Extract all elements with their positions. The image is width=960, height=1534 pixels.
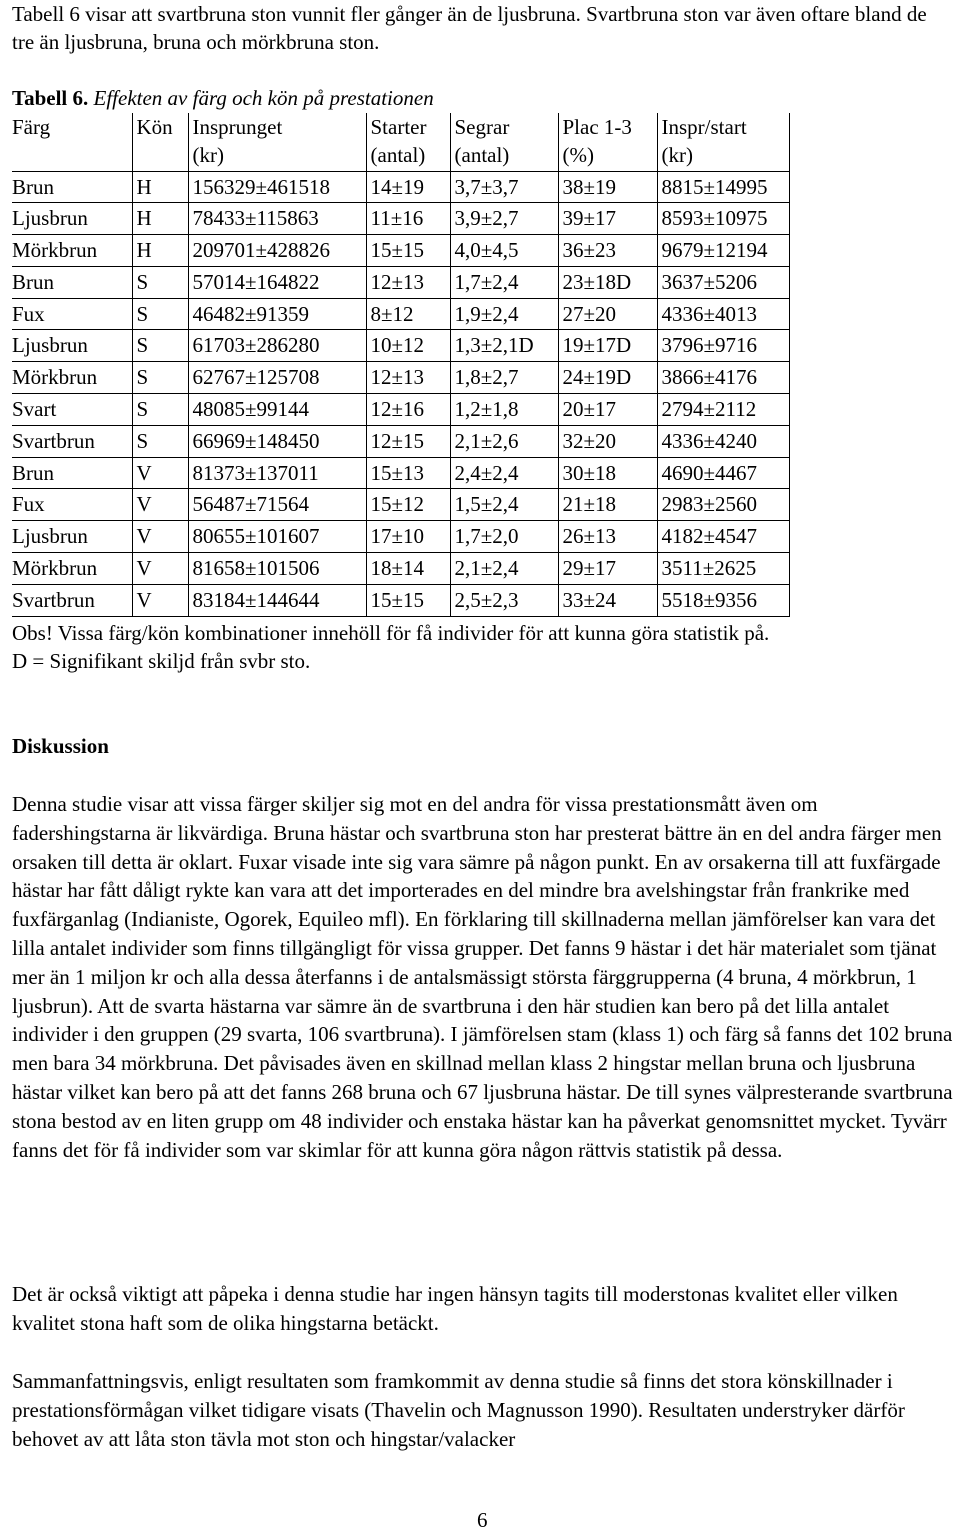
table-cell: Brun [12,457,132,489]
table-header-cell [366,113,450,171]
table-cell: 15±13 [366,457,450,489]
table-header-cell [450,113,558,171]
table-row [12,235,789,267]
table-cell: 15±15 [366,584,450,616]
table-header-line1: Färg [12,115,51,139]
table-cell: 78433±115863 [188,203,366,235]
table-header-line1: Insprunget [192,115,283,139]
table-cell: 33±24 [558,584,657,616]
table-cell: 4,0±4,5 [450,235,558,267]
table-cell: 3511±2625 [657,553,789,585]
table-row [12,425,789,457]
table-cell: 1,7±2,0 [450,521,558,553]
table-row [12,171,789,203]
table-cell: 4182±4547 [657,521,789,553]
table-cell: 46482±91359 [188,298,366,330]
discussion-paragraph-1: Denna studie visar att vissa färger skiljer sig mot en del andra för vissa prestationsmått även om fadershingstarna är likvärdiga. Bruna hästar och svartbruna ston har presterat bättre än en del andra färger men orsaken till detta är oklart. Fuxar visade inte sig vara sämre på någon punkt. En av orsakerna till att fuxfärgade hästar har fått dåligt rykte kan vara att det importerades en del mindre bra avelshingstar från frankrike med fuxfärganlag (Indianiste, Ogorek, Equileo mfl). En förklaring till skillnaderna mellan jämförelser kan vara det lilla antalet individer som finns tillgängligt för vissa grupper. Det fanns 9 hästar i det här materialet som tjänat mer än 1 miljon kr och alla dessa återfanns i de antalsmässigt största färggrupperna (4 bruna, 4 mörkbrun, 1 ljusbrun). Att de svarta hästarna var sämre än de svartbruna i den här studien kan bero på det lilla antalet individer i den gruppen (29 svarta, 106 svartbruna). I jämförelsen stam (klass 1) och färg så fanns det 102 bruna men bara 34 mörkbruna. Det påvisades även en skillnad mellan klass 2 hingstar mellan bruna och ljusbruna hästar vilket kan bero på att det fanns 268 bruna och 67 ljusbruna hästar. De till synes välpresterande svartbruna stona bestod av en liten grupp om 48 individer och enstaka hästar kan ha påverkat genomsnittet mycket. Tyvärr fanns det för få individer som var skimlar för att kunna göra någon rättvis statistik på dessa. [12,792,953,1162]
table-row [12,394,789,426]
table-cell: Svartbrun [12,584,132,616]
table-cell: 66969±148450 [188,425,366,457]
table-cell: 30±18 [558,457,657,489]
section-heading: Diskussion [12,734,109,758]
table-cell: 3,9±2,7 [450,203,558,235]
table-cell: 17±10 [366,521,450,553]
table-header-line2: (antal) [454,143,510,167]
table-cell: 20±17 [558,394,657,426]
table-cell: 2,1±2,4 [450,553,558,585]
table-cell: 83184±144644 [188,584,366,616]
table-cell: Mörkbrun [12,362,132,394]
table-cell: 32±20 [558,425,657,457]
table-cell: S [132,362,188,394]
table-cell: Svartbrun [12,425,132,457]
table-cell: Svart [12,394,132,426]
table-row [12,521,789,553]
table-cell: 61703±286280 [188,330,366,362]
table-header-row [12,113,789,171]
table-cell: Ljusbrun [12,521,132,553]
results-table [12,113,790,617]
table-cell: 9679±12194 [657,235,789,267]
table-cell: 19±17D [558,330,657,362]
table-cell: Ljusbrun [12,203,132,235]
discussion-paragraph-3: Sammanfattningsvis, enligt resultaten som framkommit av denna studie så finns det stora könskillnader i prestationsförmågan vilket tidigare visats (Thavelin och Magnusson 1990). Resultaten understryker därför behovet av att låta ston tävla mot ston och hingstar/valacker [12,1369,905,1451]
table-cell: H [132,235,188,267]
table-cell: 12±13 [366,266,450,298]
table-header-cell [188,113,366,171]
table-body [12,171,789,616]
table-cell: 12±15 [366,425,450,457]
table-header-line2: (%) [562,143,594,167]
table-cell: 3796±9716 [657,330,789,362]
table-cell: 4336±4240 [657,425,789,457]
table-cell: Mörkbrun [12,553,132,585]
table-cell: Fux [12,298,132,330]
table-cell: 8815±14995 [657,171,789,203]
table-cell: V [132,553,188,585]
table-cell: 38±19 [558,171,657,203]
table-cell: 12±16 [366,394,450,426]
table-cell: 18±14 [366,553,450,585]
table-cell: 57014±164822 [188,266,366,298]
table-caption-label: Tabell 6. [12,86,89,110]
table-cell: 10±12 [366,330,450,362]
table-row [12,266,789,298]
table-cell: 80655±101607 [188,521,366,553]
table-header-cell [558,113,657,171]
table-cell: 3637±5206 [657,266,789,298]
table-header-cell [132,113,188,171]
table-row [12,298,789,330]
table-cell: 1,5±2,4 [450,489,558,521]
table-row [12,362,789,394]
table-cell: 24±19D [558,362,657,394]
table-cell: 5518±9356 [657,584,789,616]
table-cell: 14±19 [366,171,450,203]
table-cell: 8±12 [366,298,450,330]
table-cell: 209701±428826 [188,235,366,267]
table-header-line2: (antal) [370,143,426,167]
table-row [12,553,789,585]
table-row [12,330,789,362]
table-cell: 8593±10975 [657,203,789,235]
table-cell: 2794±2112 [657,394,789,426]
table-cell: S [132,394,188,426]
table-note-obs: Obs! Vissa färg/kön kombinationer innehöll för få individer för att kunna göra statistik på. [12,621,770,645]
table-cell: 26±13 [558,521,657,553]
table-cell: 39±17 [558,203,657,235]
table-cell: V [132,521,188,553]
table-cell: V [132,457,188,489]
table-cell: Brun [12,171,132,203]
table-cell: S [132,298,188,330]
table-row [12,584,789,616]
table-cell: 2,4±2,4 [450,457,558,489]
table-row [12,489,789,521]
table-cell: 62767±125708 [188,362,366,394]
table-cell: 15±15 [366,235,450,267]
table-cell: 81373±137011 [188,457,366,489]
page-number: 6 [477,1508,488,1532]
table-cell: 36±23 [558,235,657,267]
table-cell: 1,2±1,8 [450,394,558,426]
table-cell: 48085±99144 [188,394,366,426]
table-cell: Mörkbrun [12,235,132,267]
table-cell: 12±13 [366,362,450,394]
table-notes [12,619,952,675]
table-cell: 81658±101506 [188,553,366,585]
table-note-significance: D = Signifikant skiljd från svbr sto. [12,649,311,673]
table-cell: Brun [12,266,132,298]
table-row [12,457,789,489]
table-cell: 2,1±2,6 [450,425,558,457]
table-caption-text: Effekten av färg och kön på prestationen [88,86,434,110]
table-cell: V [132,584,188,616]
discussion-paragraph-2: Det är också viktigt att påpeka i denna studie har ingen hänsyn tagits till moderstonas kvalitet eller vilken kvalitet stona haft som de olika hingstarna betäckt. [12,1282,898,1335]
table-cell: S [132,330,188,362]
table-caption [12,84,434,112]
intro-paragraph: Tabell 6 visar att svartbruna ston vunnit fler gånger än de ljusbruna. Svartbruna ston var även oftare bland de tre än ljusbruna, bruna och mörkbruna ston. [12,2,927,54]
table-cell: 1,3±2,1D [450,330,558,362]
table-cell: 27±20 [558,298,657,330]
table-cell: 3,7±3,7 [450,171,558,203]
table-header-line1: Plac 1-3 [562,115,632,139]
table-cell: 156329±461518 [188,171,366,203]
table-header-line1: Kön [136,115,173,139]
table-cell: 4336±4013 [657,298,789,330]
table-cell: H [132,203,188,235]
table-header-line2: (kr) [192,143,224,167]
table-cell: 2983±2560 [657,489,789,521]
table-cell: 1,8±2,7 [450,362,558,394]
table-cell: S [132,425,188,457]
table-header-line1: Starter [370,115,427,139]
table-cell: 3866±4176 [657,362,789,394]
table-cell: 11±16 [366,203,450,235]
table-row [12,203,789,235]
table-cell: 29±17 [558,553,657,585]
table-cell: 56487±71564 [188,489,366,521]
table-cell: S [132,266,188,298]
table-cell: 1,7±2,4 [450,266,558,298]
table-header-line2: (kr) [661,143,693,167]
table-cell: V [132,489,188,521]
table-cell: 21±18 [558,489,657,521]
table-header-line1: Segrar [454,115,510,139]
table-header-cell [12,113,132,171]
table-cell: 1,9±2,4 [450,298,558,330]
table-header-line1: Inspr/start [661,115,747,139]
table-cell: 15±12 [366,489,450,521]
table-header-cell [657,113,789,171]
table-cell: 4690±4467 [657,457,789,489]
table-cell: 2,5±2,3 [450,584,558,616]
table-cell: 23±18D [558,266,657,298]
table-cell: Fux [12,489,132,521]
table-cell: Ljusbrun [12,330,132,362]
table-cell: H [132,171,188,203]
